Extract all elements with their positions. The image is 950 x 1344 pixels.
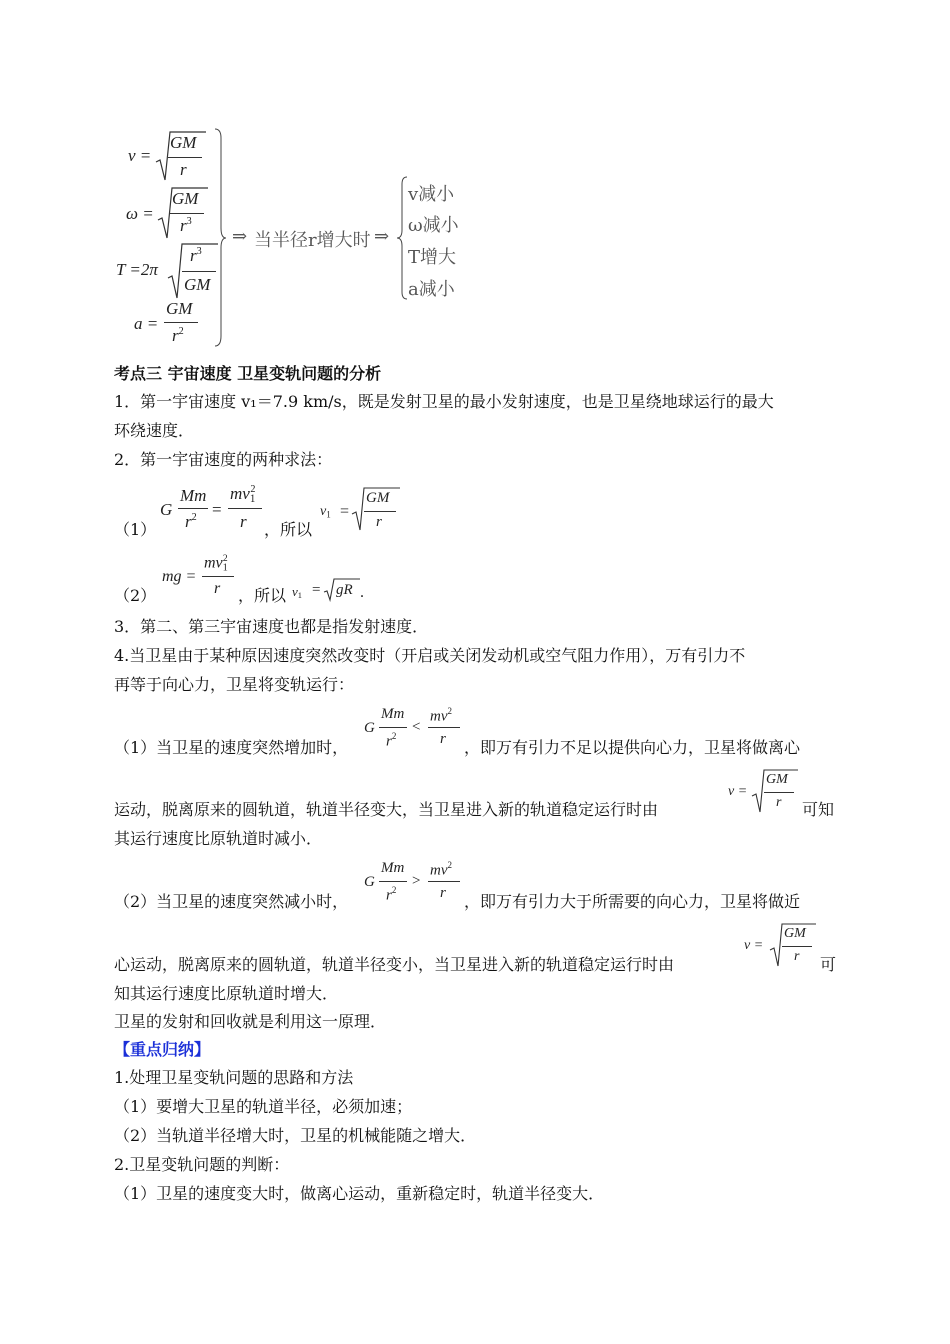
case-2-line-2-end: 可 <box>820 955 837 974</box>
formula-v: v = <box>128 146 152 165</box>
case-1-line-3: 其运行速度比原轨道时减小． <box>114 829 323 848</box>
method-2-so: ，所以 <box>238 586 287 605</box>
case-2-line-2: 心运动，脱离原来的圆轨道，轨道半径变小，当卫星进入新的轨道稳定运行时由 <box>114 955 675 974</box>
paragraph-4: 4.当卫星由于某种原因速度突然改变时（开启或关闭发动机或空气阻力作用），万有引力不 <box>114 646 746 665</box>
document-page: v = GM r ω = GM $r^3$ T =2π $r^3$ GM a = GM $r^2$ ⇒ 当半径r增大时 ⇒ v减小 ω减小 T增大 a减小 考点三 宇宙速度 卫星变轨问题的分析 1．第一宇宙速度 v₁＝7.9 km/s，既是发射卫星的最小发射速度，也是卫星绕地球运行的最大 环绕速度． 2．第一宇宙速度的两种求法： （1） G Mm $r^2$ = $mv_1^2$ r ，所以 $v_1$ = GM r （2） mg = $mv_1^2$ r ，所以 $v_1$ = gR . 3．第二、第三宇宙速度也都是指发射速度． 4.当卫星由于某种原因速度突然改变时（开启或关闭发动机或空气阻力作用），万有引力不 再等于向心力，卫星将变轨运行： （1）当卫星的速度突然增加时， G Mm $r^2$ < $mv^2$ r ，即万有引力不足以提供向心力，卫星将做离心 运动，脱离原来的圆轨道，轨道半径变大，当卫星进入新的轨道稳定运行时由 v = GM r 可知 其运行速度比原轨道时减小． （2）当卫星的速度突然减小时， G Mm $r^2$ > $mv^2$ r ，即万有引力大于所需要的向心力，卫星将做近 心运动，脱离原来的圆轨道，轨道半径变小，当卫星进入新的轨道稳定运行时由 v = GM r 可 知其运行速度比原轨道时增大． 卫星的发射和回收就是利用这一原理． 【重点归纳】 1.处理卫星变轨问题的思路和方法 （1）要增大卫星的轨道半径，必须加速； （2）当轨道半径增大时，卫星的机械能随之增大． 2.卫星变轨问题的判断： （1）卫星的速度变大时，做离心运动，重新稳定时，轨道半径变大． <box>0 0 950 1344</box>
right-brace <box>214 128 228 348</box>
implies-arrow-1: ⇒ <box>232 226 248 246</box>
principle-note: 卫星的发射和回收就是利用这一原理． <box>114 1012 387 1031</box>
case-2-intro: （2）当卫星的速度突然减小时， <box>114 892 349 911</box>
formula-a: a = <box>134 314 159 333</box>
result-omega: ω减小 <box>408 215 459 236</box>
case-1-text: ，即万有引力不足以提供向心力，卫星将做离心 <box>464 738 801 757</box>
key-point-2: 2.卫星变轨问题的判断： <box>114 1155 290 1174</box>
key-point-2a: （1）卫星的速度变大时，做离心运动，重新稳定时，轨道半径变大． <box>114 1184 605 1203</box>
case-1-line-2-end: 可知 <box>802 800 835 819</box>
key-summary-heading: 【重点归纳】 <box>114 1040 211 1059</box>
paragraph-3: 3．第二、第三宇宙速度也都是指发射速度． <box>114 617 429 636</box>
result-T: T增大 <box>408 247 457 268</box>
condition-text: 当半径r增大时 <box>254 230 371 251</box>
paragraph-2: 2．第一宇宙速度的两种求法： <box>114 450 333 469</box>
method-1-label: （1） <box>114 520 157 539</box>
key-point-1a: （1）要增大卫星的轨道半径，必须加速； <box>114 1097 413 1116</box>
paragraph-4-cont: 再等于向心力，卫星将变轨运行： <box>114 675 355 694</box>
section-heading: 考点三 宇宙速度 卫星变轨问题的分析 <box>114 364 382 383</box>
case-2-text: ，即万有引力大于所需要的向心力，卫星将做近 <box>464 892 801 911</box>
paragraph-1-cont: 环绕速度． <box>114 421 195 440</box>
result-a: a减小 <box>408 279 455 300</box>
implies-arrow-2: ⇒ <box>374 226 390 246</box>
key-point-1b: （2）当轨道半径增大时，卫星的机械能随之增大． <box>114 1126 477 1145</box>
key-point-1: 1.处理卫星变轨问题的思路和方法 <box>114 1068 354 1087</box>
case-1-intro: （1）当卫星的速度突然增加时， <box>114 738 349 757</box>
case-1-line-2: 运动，脱离原来的圆轨道，轨道半径变大，当卫星进入新的轨道稳定运行时由 <box>114 800 659 819</box>
case-2-line-3: 知其运行速度比原轨道时增大． <box>114 984 339 1003</box>
left-brace <box>396 176 408 300</box>
paragraph-1: 1．第一宇宙速度 v₁＝7.9 km/s，既是发射卫星的最小发射速度，也是卫星绕地球运行的最大 <box>114 392 774 411</box>
formula-T: T =2π <box>116 260 158 279</box>
result-v: v减小 <box>408 184 455 205</box>
method-1-so: ，所以 <box>264 520 313 539</box>
formula-omega: ω = <box>126 204 154 223</box>
method-2-label: （2） <box>114 586 157 605</box>
